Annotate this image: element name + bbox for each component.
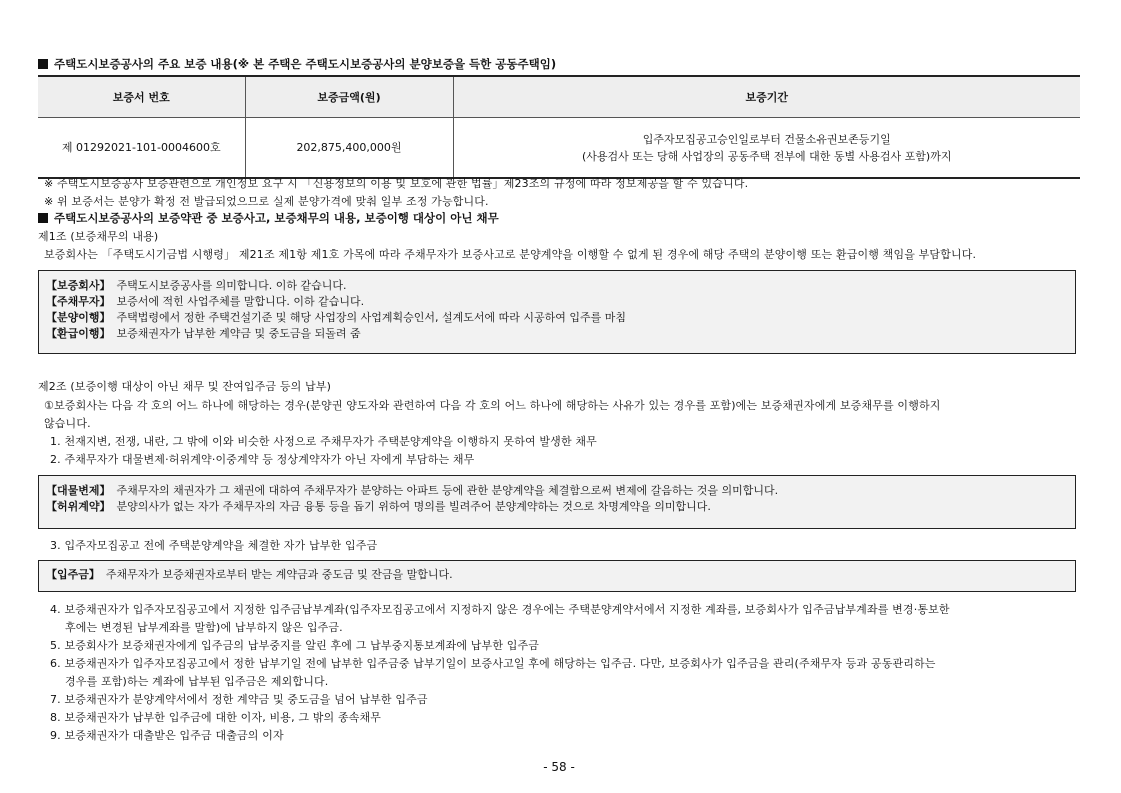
guarantee-table bbox=[38, 75, 1080, 179]
period-line-1: 입주자모집공고승인일로부터 건물소유권보존등기일 bbox=[642, 132, 891, 146]
list-item-4-line2: 후에는 변경된 납부계좌를 말함)에 납부하지 않은 입주금. bbox=[65, 621, 343, 634]
definition-row: 【대물변제】 주채무자의 채권자가 그 채권에 대하여 주채무자가 분양하는 아파트 등에 관한 분양계약을 체결함으로써 변제에 갈음하는 것을 의미합니다. bbox=[46, 484, 779, 497]
square-bullet-icon bbox=[38, 59, 48, 69]
definition-row: 【입주금】 주채무자가 보증채권자로부터 받는 계약금과 중도금 및 잔금을 말합니다. bbox=[46, 568, 453, 581]
article1-body: 보증회사는 「주택도시기금법 시행령」 제21조 제1항 제1호 가목에 따라 주채무자가 보증사고로 분양계약을 이행할 수 없게 된 경우에 해당 주택의 분양이행 또는 환급이행 책임을 부담합니다. bbox=[44, 248, 977, 261]
list-item-1: 1. 천재지변, 전쟁, 내란, 그 밖에 이와 비슷한 사정으로 주채무자가 주택분양계약을 이행하지 못하여 발생한 채무 bbox=[50, 435, 597, 448]
cell-guarantee-number: 제 01292021-101-0004600호 bbox=[38, 118, 245, 179]
page-number: - 58 - bbox=[543, 760, 575, 774]
table-row bbox=[38, 118, 1080, 179]
list-item-2: 2. 주채무자가 대물변제·허위계약·이중계약 등 정상계약자가 아닌 자에게 부담하는 채무 bbox=[50, 453, 475, 466]
article2-intro-line1: ①보증회사는 다음 각 호의 어느 하나에 해당하는 경우(분양권 양도자와 관련하여 다음 각 호의 어느 하나에 해당하는 사유가 있는 경우를 포함)에는 보증채권자에게 보증채무를 이행하지 bbox=[44, 399, 941, 412]
list-item-9: 9. 보증채권자가 대출받은 입주금 대출금의 이자 bbox=[50, 729, 284, 742]
period-line-2: (사용검사 또는 당해 사업장의 공동주택 전부에 대한 동별 사용검사 포함)까지 bbox=[582, 149, 952, 163]
document-page bbox=[38, 0, 1080, 793]
note-price-adjustment: ※ 위 보증서는 분양가 확정 전 발급되었으므로 실제 분양가격에 맞춰 일부 조정 가능합니다. bbox=[44, 195, 489, 208]
definition-row: 【허위계약】 분양의사가 없는 자가 주채무자의 자금 융통 등을 돕기 위하여 명의를 빌려주어 분양계약하는 것으로 차명계약을 의미합니다. bbox=[46, 500, 711, 513]
list-item-3: 3. 입주자모집공고 전에 주택분양계약을 체결한 자가 납부한 입주금 bbox=[50, 539, 378, 552]
table-header-row bbox=[38, 76, 1080, 118]
list-item-8: 8. 보증채권자가 납부한 입주금에 대한 이자, 비용, 그 밖의 종속채무 bbox=[50, 711, 382, 724]
section1-title: 주택도시보증공사의 주요 보증 내용(※ 본 주택은 주택도시보증공사의 분양보증을 득한 공동주택임) bbox=[38, 56, 556, 72]
list-item-7: 7. 보증채권자가 분양계약서에서 정한 계약금 및 중도금을 넘어 납부한 입주금 bbox=[50, 693, 428, 706]
article2-intro-line2: 않습니다. bbox=[44, 417, 91, 430]
list-item-6-line2: 경우를 포함)하는 계좌에 납부된 입주금은 제외합니다. bbox=[65, 675, 329, 688]
list-item-5: 5. 보증회사가 보증채권자에게 입주금의 납부중지를 알린 후에 그 납부중지통보계좌에 납부한 입주금 bbox=[50, 639, 540, 652]
header-guarantee-amount: 보증금액(원) bbox=[245, 76, 453, 118]
definition-box-3 bbox=[38, 560, 1076, 592]
section2-title: 주택도시보증공사의 보증약관 중 보증사고, 보증채무의 내용, 보증이행 대상이 아닌 채무 bbox=[38, 210, 499, 226]
list-item-4-line1: 4. 보증채권자가 입주자모집공고에서 지정한 입주금납부계좌(입주자모집공고에서 지정하지 않은 경우에는 주택분양계약서에서 지정한 계좌를, 보증회사가 입주금납부계좌를 변경·통보한 bbox=[50, 603, 950, 616]
cell-guarantee-period bbox=[453, 118, 1080, 179]
article2-title: 제2조 (보증이행 대상이 아닌 채무 및 잔여입주금 등의 납부) bbox=[38, 380, 332, 393]
article1-title: 제1조 (보증채무의 내용) bbox=[38, 230, 159, 243]
definition-row: 【주채무자】 보증서에 적힌 사업주체를 말합니다. 이하 같습니다. bbox=[46, 295, 365, 308]
square-bullet-icon bbox=[38, 213, 48, 223]
definition-box-1 bbox=[38, 270, 1076, 354]
definition-row: 【분양이행】 주택법령에서 정한 주택건설기준 및 해당 사업장의 사업계획승인서, 설계도서에 따라 시공하여 입주를 마침 bbox=[46, 311, 627, 324]
header-guarantee-number: 보증서 번호 bbox=[38, 76, 245, 118]
list-item-6-line1: 6. 보증채권자가 입주자모집공고에서 정한 납부기일 전에 납부한 입주금중 납부기일이 보증사고일 후에 해당하는 입주금. 다만, 보증회사가 입주금을 관리(주채무자 등과 공동관리하는 bbox=[50, 657, 936, 670]
header-guarantee-period: 보증기간 bbox=[453, 76, 1080, 118]
note-privacy: ※ 주택도시보증공사 보증관련으로 개인정보 요구 시 「신용정보의 이용 및 보호에 관한 법률」제23조의 규정에 따라 정보제공을 할 수 있습니다. bbox=[44, 177, 749, 190]
definition-box-2 bbox=[38, 475, 1076, 529]
cell-guarantee-amount: 202,875,400,000원 bbox=[245, 118, 453, 179]
definition-row: 【환급이행】 보증채권자가 납부한 계약금 및 중도금을 되돌려 줌 bbox=[46, 327, 361, 340]
definition-row: 【보증회사】 주택도시보증공사를 의미합니다. 이하 같습니다. bbox=[46, 279, 347, 292]
